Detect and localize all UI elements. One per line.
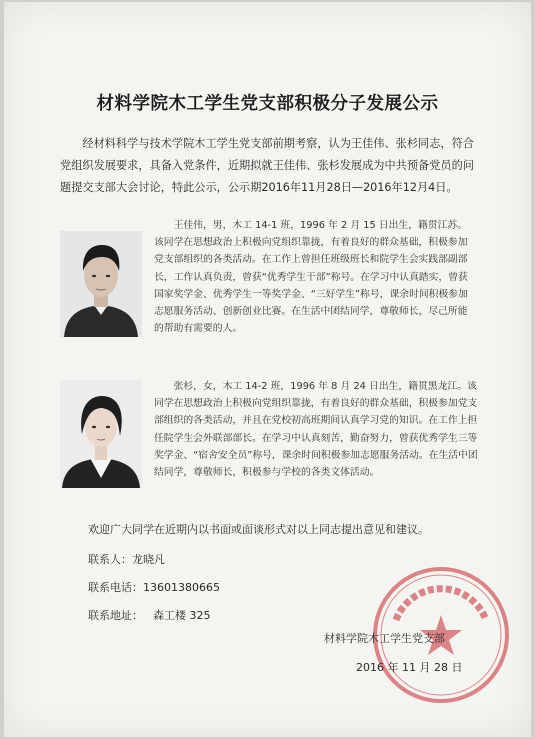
contact-name: 龙晓凡 xyxy=(132,553,165,566)
contact-label: 联系人： xyxy=(88,553,132,566)
signature-date: 2016 年 11 月 28 日 xyxy=(356,661,463,674)
candidate-bio-2: 张杉，女，木工 14-2 班，1996 年 8 月 24 日出生，籍贯黑龙江。该同学在思想政治上积极向党组织靠拢，有着良好的群众基础，积极参加党支部组织的各类活动，并且在党校初高班期间认真学习党的知识。在工作上担任院学生会外联部部长。在学习中认真刻苦，勤奋努力，曾获优秀学生三等奖学金、“宿舍安全员”称号，课余时间积极参加志愿服务活动。在生活中团结同学，尊敬师长，积极参与学校的各类文体活动。 xyxy=(154,381,478,479)
phone-number: 13601380665 xyxy=(143,581,220,594)
contact-address xyxy=(88,607,211,623)
signature-unit: 材料学院木工学生党支部 xyxy=(324,632,445,645)
intro-paragraph: 经材料科学与技术学院木工学生党支部前期考察，认为王佳伟、张杉同志，符合党组织发展要求，具备入党条件，近期拟就王佳伟、张杉发展成为中共预备党员的问题提交支部大会讨论，特此公示，公示期2016年11月28日—2016年12月4日。 xyxy=(60,137,474,194)
address-label: 联系地址： xyxy=(88,609,143,622)
phone-label: 联系电话： xyxy=(88,581,143,594)
candidate-bio-1: 王佳伟，男，木工 14-1 班，1996 年 2 月 15 日出生，籍贯江苏。该同学在思想政治上积极向党组织靠拢，有着良好的群众基础，积极参加党支部组织的各类活动。在工作上曾担任班级班长和院学生会实践部副部长，工作认真负责，曾获“优秀学生干部”称号。在学习中认真踏实，曾获国家奖学金、优秀学生一等奖学金、“三好学生”称号，课余时间积极参加志愿服务活动、创新创业比赛。在生活中团结同学，尊敬师长，尽己所能的帮助有需要的人。 xyxy=(154,220,468,335)
notice-title: 材料学院木工学生党支部积极分子发展公示 xyxy=(96,94,439,114)
welcome-text: 欢迎广大同学在近期内以书面或面谈形式对以上同志提出意见和建议。 xyxy=(88,523,429,536)
address-value: 森工楼 325 xyxy=(153,609,211,622)
contact-phone xyxy=(88,579,220,595)
candidate-photo-female xyxy=(60,380,142,488)
contact-person xyxy=(88,551,165,567)
candidate-photo-male xyxy=(60,231,142,337)
notice-paper xyxy=(4,2,531,737)
